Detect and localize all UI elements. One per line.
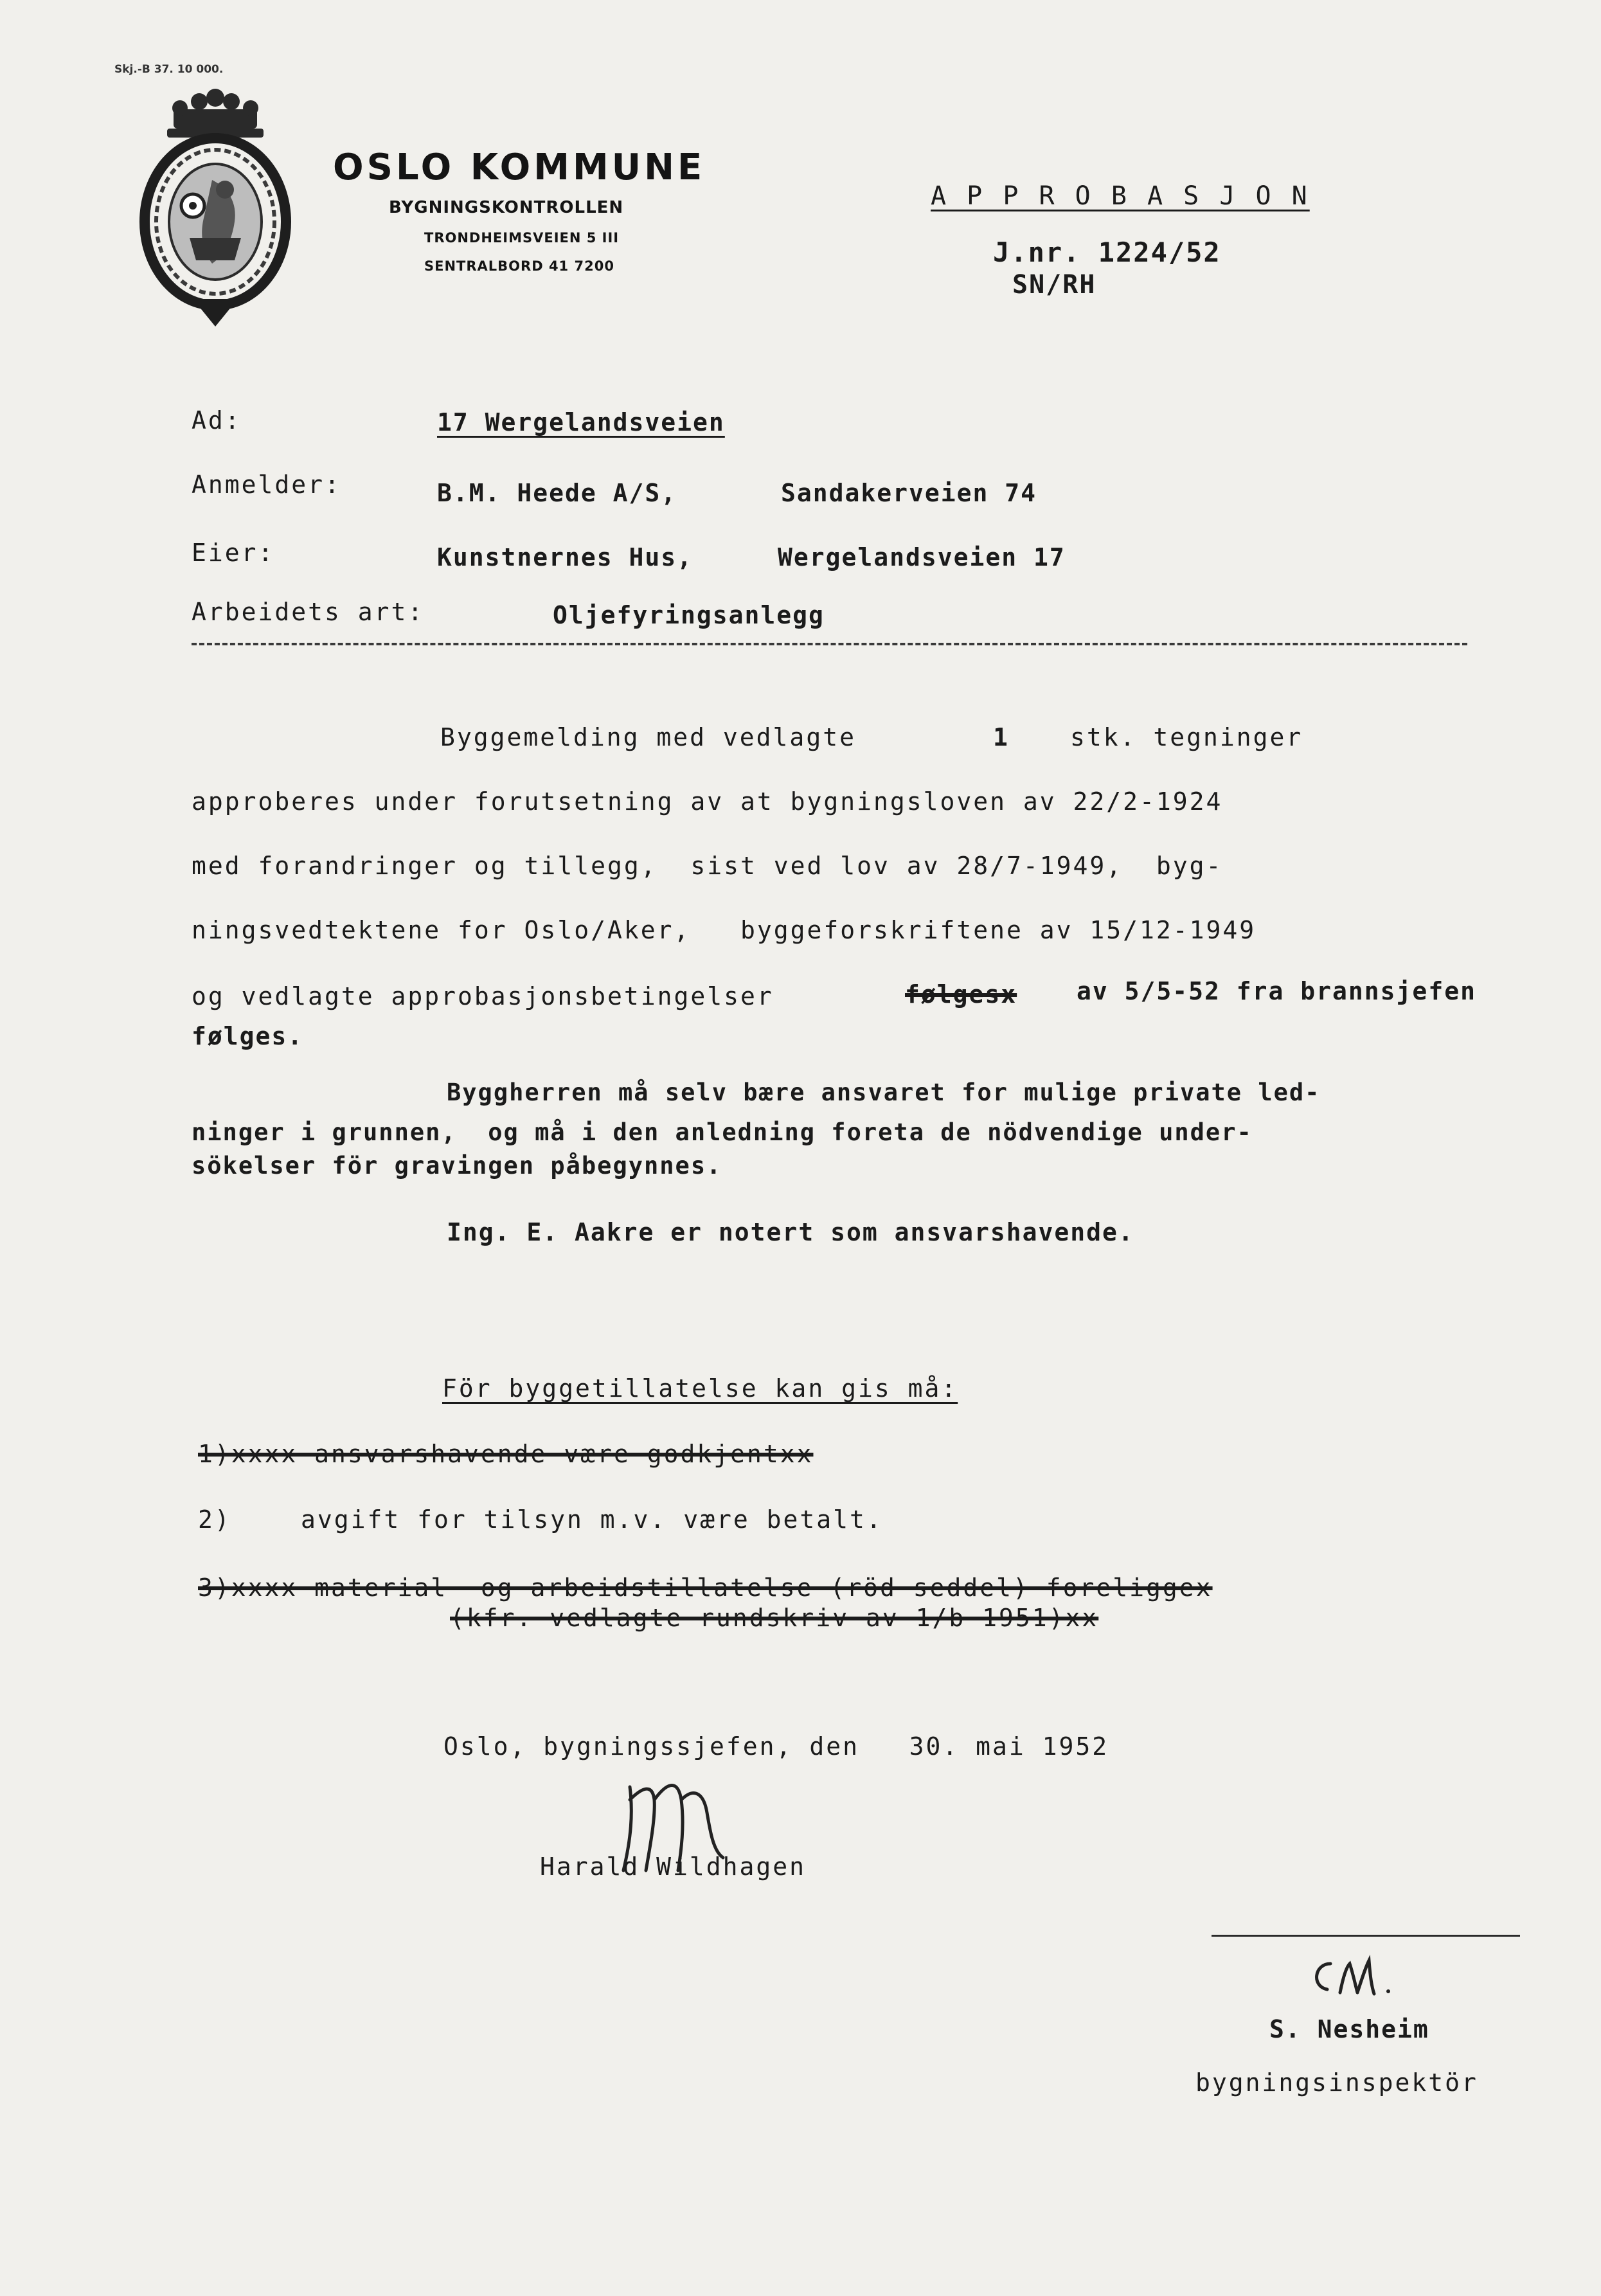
body-para2-line2: ninger i grunnen, og må i den anledning foreta de nödvendige under-: [192, 1118, 1253, 1146]
oslo-coat-of-arms-icon: [129, 84, 302, 328]
body-line5-a: og vedlagte approbasjonsbetingelser: [192, 982, 774, 1010]
signature-line: [1212, 1935, 1520, 1937]
body-para2-line3: sökelser för gravingen påbegynnes.: [192, 1152, 722, 1179]
condition-item-3: 3)xxxx material- og arbeidstillatelse (röd seddel) foreliggex: [198, 1574, 1213, 1602]
closing-place-date: Oslo, bygningssjefen, den 30. mai 1952: [443, 1732, 1109, 1761]
field-anmelder-name: B.M. Heede A/S,: [437, 479, 677, 507]
body-line2: approberes under forutsetning av at bygningsloven av 22/2-1924: [192, 787, 1223, 816]
body-line6: følges.: [192, 1022, 304, 1050]
field-ad-value: 17 Wergelandsveien: [437, 408, 725, 436]
field-eier-label: Eier:: [192, 539, 275, 567]
condition-item-2-text: avgift for tilsyn m.v. være betalt.: [301, 1505, 883, 1534]
condition-item-2-number: 2): [198, 1505, 231, 1534]
form-code: Skj.-B 37. 10 000.: [114, 63, 224, 76]
letterhead-address: TRONDHEIMSVEIEN 5 III: [424, 230, 620, 246]
inspector-title: bygningsinspektör: [1195, 2068, 1478, 2097]
body-line5-struck: følgesx: [905, 980, 1017, 1009]
body-line3: med forandringer og tillegg, sist ved lov av 28/7-1949, byg-: [192, 852, 1223, 880]
field-art-label: Arbeidets art:: [192, 598, 425, 626]
field-eier-address: Wergelandsveien 17: [778, 543, 1066, 571]
field-ad-label: Ad:: [192, 406, 242, 435]
field-art-value: Oljefyringsanlegg: [553, 601, 825, 629]
letterhead-phone: SENTRALBORD 41 7200: [424, 258, 614, 274]
field-eier-name: Kunstnernes Hus,: [437, 543, 693, 571]
body-line5-b: av 5/5-52 fra brannsjefen: [1077, 977, 1476, 1005]
letterhead-department: BYGNINGSKONTROLLEN: [389, 198, 624, 217]
divider-line: [192, 643, 1467, 645]
field-anmelder-address: Sandakerveien 74: [781, 479, 1037, 507]
body-para3: Ing. E. Aakre er notert som ansvarshavende.: [447, 1218, 1134, 1246]
field-anmelder-label: Anmelder:: [192, 471, 341, 499]
body-para2-line1: Byggherren må selv bære ansvaret for mulige private led-: [447, 1079, 1321, 1106]
condition-item-3b: (kfr. vedlagte rundskriv av 1/b-1951)xx: [450, 1604, 1099, 1632]
body-line4: ningsvedtektene for Oslo/Aker, byggeforskriftene av 15/12-1949: [192, 916, 1257, 944]
condition-item-1: 1)xxxx ansvarshavende være godkjentxx: [198, 1440, 814, 1468]
journal-initials: SN/RH: [1012, 270, 1096, 300]
body-line1-a: Byggemelding med vedlagte: [440, 723, 856, 751]
signer-name: Harald Wildhagen: [540, 1852, 807, 1881]
letterhead-title: OSLO KOMMUNE: [333, 147, 706, 188]
document-title: A P P R O B A S J O N: [931, 181, 1310, 211]
inspector-name: S. Nesheim: [1269, 2015, 1429, 2043]
body-line1-b: stk. tegninger: [1070, 723, 1303, 751]
signature-nesheim: [1305, 1948, 1420, 2005]
journal-number: J.nr. 1224/52: [993, 237, 1221, 268]
body-line1-count: 1: [993, 723, 1009, 751]
conditions-heading: För byggetillatelse kan gis må:: [442, 1374, 958, 1403]
